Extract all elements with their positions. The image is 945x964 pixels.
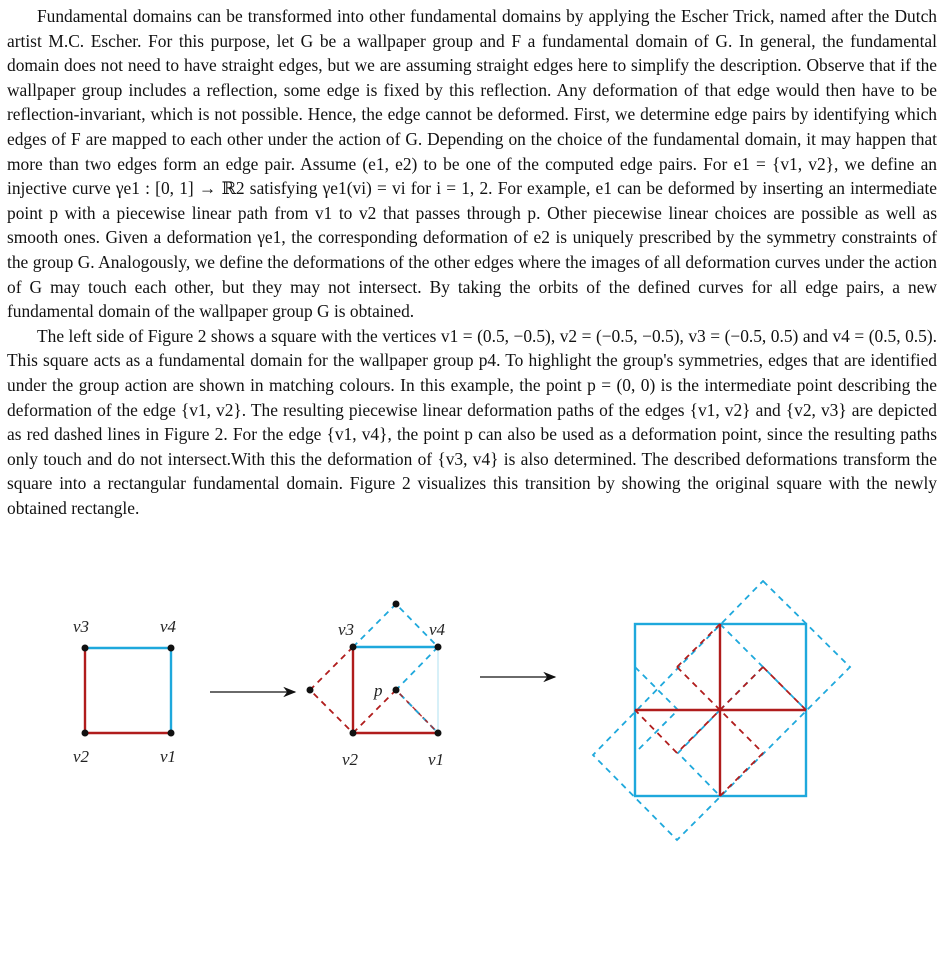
deform-red-right-overlay (400, 694, 438, 733)
blue-dashed-inner-4 (720, 624, 763, 667)
blue-dashed-inner-3 (678, 710, 720, 796)
deform-red-left (310, 647, 353, 733)
figure-2 (0, 580, 945, 964)
red-diag-3 (677, 624, 720, 667)
vertex-v2 (350, 730, 357, 737)
label-v3: v3 (73, 617, 90, 636)
label-v2: v2 (342, 750, 359, 769)
vertex-v3 (350, 644, 357, 651)
label-v2: v2 (73, 747, 90, 766)
paragraph-2: The left side of Figure 2 shows a square with the vertices v1 = (0.5, −0.5), v2 = (−0.5, −0.5), v3 = (−0.5, 0.5) and v4 = (0.5, 0.5). This square acts as a fundamental domain for the wallpaper group p4. To highlight the group's symmetries, edges that are identified under the group action are shown in matching colours. In this example, the point p = (0, 0) is the intermediate point describing the deformation of the edge {v1, v2}. The resulting piecewise linear deformation paths of the edges {v1, v2} and {v2, v3} are depicted as red dashed lines in Figure 2. For the edge {v1, v4}, the point p can also be used as a deformation point, since the resulting paths only touch and do not intersect.With this the deformation of {v3, v4} is also determined. The described deformations transform the square into a rectangular fundamental domain. Figure 2 visualizes this transition by showing the original square with the newly obtained rectangle. (7, 325, 937, 518)
label-v1: v1 (160, 747, 177, 766)
label-v3: v3 (338, 620, 355, 639)
point-top (393, 601, 400, 608)
deform-blue-right (396, 647, 438, 733)
vertex-v2 (82, 730, 89, 737)
point-p (393, 687, 400, 694)
middle-deformation-diagram (307, 601, 446, 770)
vertex-v1 (168, 730, 175, 737)
point-left (307, 687, 314, 694)
right-tiling-diagram (593, 581, 850, 840)
label-v1: v1 (428, 750, 445, 769)
left-square-diagram (73, 617, 177, 766)
blue-dashed-inner-1 (720, 667, 806, 710)
deform-blue-top (353, 604, 438, 647)
vertex-v4 (435, 644, 442, 651)
deform-red-inner (353, 690, 438, 733)
label-p: p (374, 681, 383, 700)
body-text (7, 4, 937, 520)
vertex-v1 (435, 730, 442, 737)
label-v4: v4 (160, 617, 177, 636)
label-v4: v4 (429, 620, 446, 639)
paragraph-1: Fundamental domains can be transformed into other fundamental domains by applying the Escher Trick, named after the Dutch artist M.C. Escher. For this purpose, let G be a wallpaper group and F a fundamental domain of G. In general, the fundamental domain does not need to have straight edges, but we are assuming straight edges here to simplify the description. Observe that if the wallpaper group includes a reflection, some edge is fixed by this reflection. Any deformation of that edge would then have to be reflection-invariant, which is not possible. Hence, the edge cannot be deformed. First, we determine edge pairs by identifying which edges of F are mapped to each other under the action of G. Depending on the choice of the fundamental domain, it may happen that more than two edges form an edge pair. Assume (e1, e2) to be one of the computed edge pairs. For e1 = {v1, v2}, we define an injective curve γe1 : [0, 1] → ℝ2 satisfying γe1(vi) = vi for i = 1, 2. For example, e1 can be deformed by inserting an intermediate point p with a piecewise linear path from v1 to v2 that passes through p. Other piecewise linear choices are possible as well as smooth ones. Given a deformation γe1, the corresponding deformation of e2 is uniquely prescribed by the symmetry constraints of the group G. Analogously, we define the deformations of the other edges where the images of all deformation curves under the action of G may touch each other, but they may not intersect. By taking the orbits of the defined curves for all edge pairs, a new fundamental domain of the wallpaper group G is obtained. (7, 6, 937, 322)
vertex-v4 (168, 645, 175, 652)
vertex-v3 (82, 645, 89, 652)
